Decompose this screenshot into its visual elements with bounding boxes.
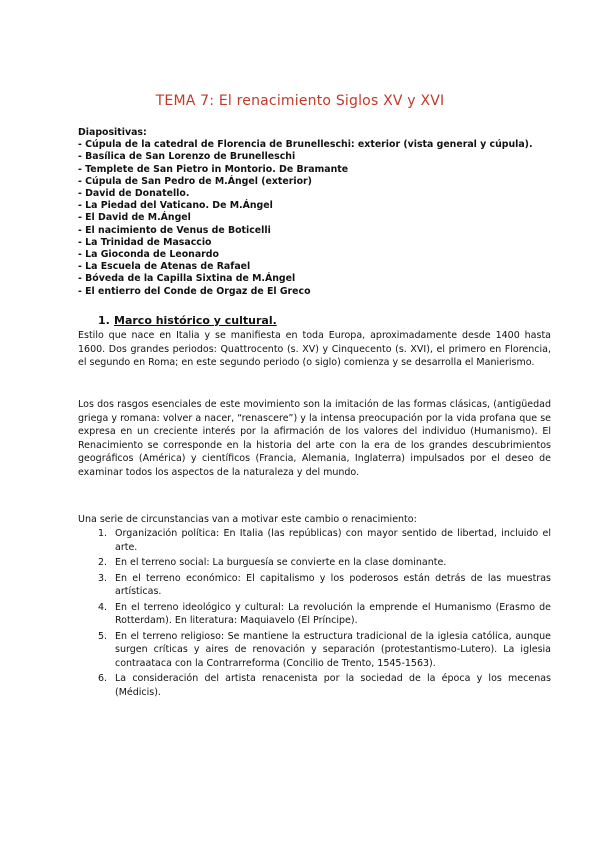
- slide-item: - El David de M.Ángel: [78, 212, 191, 224]
- paragraph-circumstances: Una serie de circunstancias van a motivar este cambio o renacimiento:: [78, 514, 417, 525]
- slide-item: - Templete de San Pietro in Montorio. De Bramante: [78, 163, 349, 175]
- list-number: 1.: [98, 528, 108, 539]
- paragraph-intro: Estilo que nace en Italia y se manifiesta en toda Europa, aproximadamente desde 1400 hasta 1600. Dos grandes periodos: Quattrocento (s. XV) y Cinquecento (s. XVI), el primero en Florencia, el segundo en Roma; en este segundo periodo (o siglo) comienza y se desarrolla el Manierismo.: [78, 330, 551, 368]
- slide-item: - El nacimiento de Venus de Boticelli: [78, 224, 271, 236]
- slide-item: - Bóveda de la Capilla Sixtina de M.Ángel: [78, 273, 296, 285]
- list-item: [98, 572, 551, 599]
- slides-heading: Diapositivas:: [78, 127, 147, 138]
- slide-item: - Cúpula de la catedral de Florencia de Brunelleschi: exterior (vista general y cúpula).: [78, 139, 533, 151]
- list-item: [98, 630, 551, 671]
- slides-list: [78, 127, 578, 298]
- document-title: TEMA 7: El renacimiento Siglos XV y XVI: [155, 93, 445, 109]
- list-text: La consideración del artista renacenista por la sociedad de la época y los mecenas (Médicis).: [115, 673, 551, 698]
- list-item: [98, 601, 551, 628]
- list-number: 5.: [98, 630, 108, 642]
- slide-item: - La Gioconda de Leonardo: [78, 249, 219, 261]
- slide-item: - David de Donatello.: [78, 188, 190, 200]
- circumstances-list: [98, 527, 551, 701]
- section-heading: [98, 314, 277, 327]
- slide-item: - La Piedad del Vaticano. De M.Ángel: [78, 200, 273, 212]
- slide-item: - Basílica de San Lorenzo de Brunelleschi: [78, 151, 296, 163]
- list-number: 4.: [98, 601, 108, 613]
- list-item: [98, 527, 551, 554]
- list-text: En el terreno económico: El capitalismo y los poderosos están detrás de las muestras artísticas.: [115, 572, 551, 597]
- slide-item: - El entierro del Conde de Orgaz de El Greco: [78, 285, 311, 297]
- paragraph-features: Los dos rasgos esenciales de este movimiento son la imitación de las formas clásicas, (antigüedad griega y romana: volver a nacer, “renascere”) y la intensa preocupación por la vida profana que se expresa en un creciente interés por la afirmación de los valores del individuo (Humanismo). El Renacimiento se corresponde en la historia del arte con la era de los grandes descubrimientos geográficos (América) y científicos (Francia, Alemania, Inglaterra) impulsados por el deseo de examinar todos los aspectos de la naturaleza y del mundo.: [78, 399, 551, 478]
- list-item: [98, 556, 551, 570]
- list-text: En el terreno ideológico y cultural: La revolución la emprende el Humanismo (Erasmo de Rotterdam). En literatura: Maquiavelo (El Príncipe).: [115, 601, 551, 626]
- section-number: 1.: [98, 314, 110, 327]
- slide-item: - La Escuela de Atenas de Rafael: [78, 261, 251, 273]
- list-number: 6.: [98, 673, 108, 684]
- slide-item: - La Trinidad de Masaccio: [78, 236, 212, 248]
- slide-item: - Cúpula de San Pedro de M.Ángel (exterior): [78, 175, 312, 187]
- list-number: 3.: [98, 572, 108, 584]
- list-text: En el terreno religioso: Se mantiene la estructura tradicional de la iglesia católica, aunque surgen críticas y aires de renovación y separación (protestantismo-Lutero). La iglesia contraataca con la Contrarreforma (Concilio de Trento, 1545-1563).: [115, 630, 551, 669]
- section-title: Marco histórico y cultural.: [114, 314, 277, 327]
- list-number: 2.: [98, 557, 108, 568]
- list-text: Organización política: En Italia (las repúblicas) con mayor sentido de libertad, incluido el arte.: [115, 528, 551, 553]
- list-text: En el terreno social: La burguesía se convierte en la clase dominante.: [115, 557, 447, 568]
- list-item: [98, 672, 551, 699]
